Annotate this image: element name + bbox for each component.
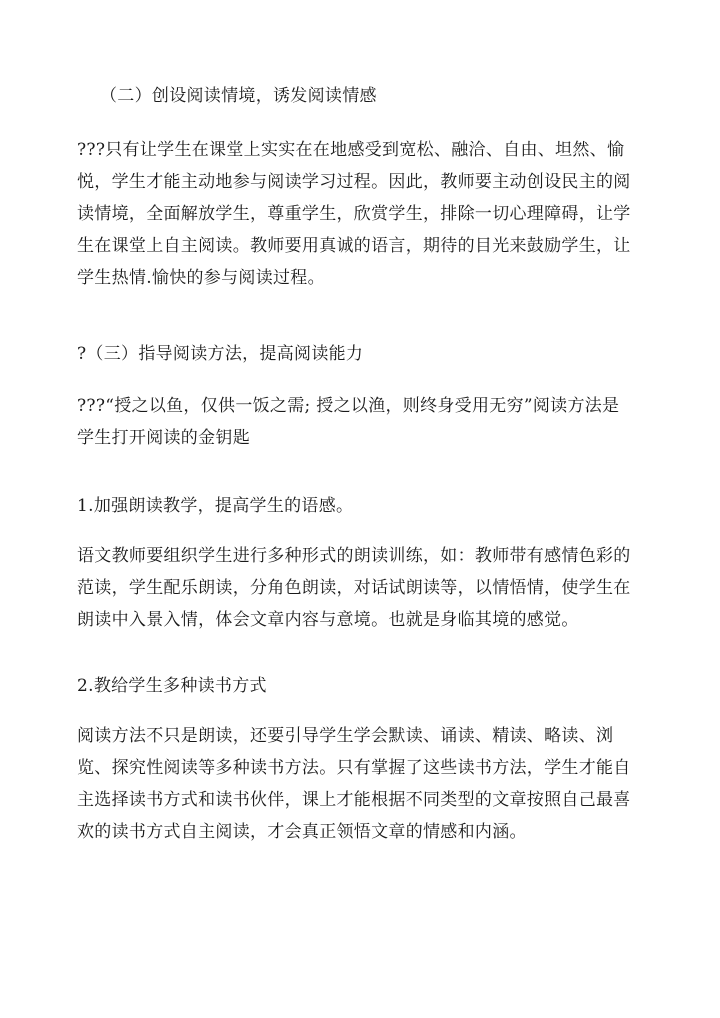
section-heading-two: （二）创设阅读情境，诱发阅读情感 [100, 86, 377, 106]
subheading-reading-aloud: 1.加强朗读教学，提高学生的语感。 [77, 496, 354, 516]
paragraph-reading-situation: ???只有让学生在课堂上实实在在地感受到宽松、融洽、自由、坦然、愉悦，学生才能主动地参与阅读学习过程。因此，教师要主动创设民主的阅读情境，全面解放学生，尊重学生，欣赏学生，排除一切心理障碍，让学生在课堂上自主阅读。教师要用真诚的语言，期待的目光来鼓励学生，让学生热情.愉快的参与阅读过程。 [77, 140, 631, 288]
section-heading-three: ?（三）指导阅读方法，提高阅读能力 [77, 344, 364, 364]
paragraph-reading-methods: 阅读方法不只是朗读，还要引导学生学会默读、诵读、精读、略读、浏览、探究性阅读等多种读书方法。只有掌握了这些读书方法，学生才能自主选择读书方式和读书伙伴，课上才能根据不同类型的文章按照自己最喜欢的读书方式自主阅读，才会真正领悟文章的情感和内涵。 [77, 726, 631, 842]
paragraph-reading-key: ???“授之以鱼，仅供一饭之需; 授之以渔，则终身受用无穷”阅读方法是学生打开阅读的金钥匙 [77, 396, 620, 448]
subheading-reading-methods: 2.教给学生多种读书方式 [77, 676, 267, 696]
paragraph-reading-aloud: 语文教师要组织学生进行多种形式的朗读训练，如：教师带有感情色彩的范读，学生配乐朗读，分角色朗读，对话试朗读等，以情悟情，使学生在朗读中入景入情，体会文章内容与意境。也就是身临其境的感觉。 [77, 546, 631, 630]
